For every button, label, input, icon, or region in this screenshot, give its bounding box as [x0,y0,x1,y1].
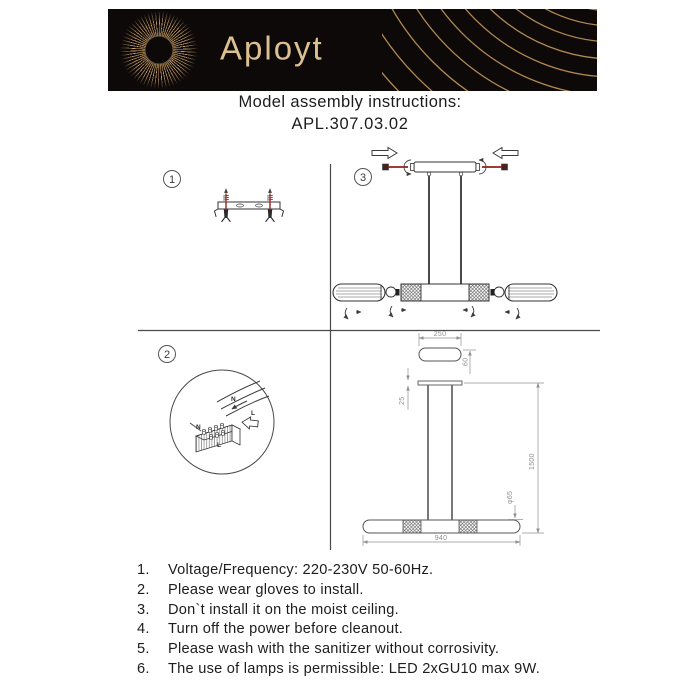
shade-left [333,284,385,301]
instructions-list [137,561,540,680]
svg-text:1: 1 [168,174,176,186]
instruction-text: Please wash with the sanitizer without corrosivity. [168,641,500,658]
instruction-number: 4. [137,621,150,638]
instruction-number: 2. [137,581,150,598]
direction-arrow-icon [241,416,258,430]
quadrant-dividers [138,164,600,550]
dimension-drawing [363,331,544,546]
svg-text:940: 940 [434,535,448,542]
svg-text:60: 60 [462,357,470,366]
bulb-icon [386,287,400,297]
brand-name: Aployt [220,29,324,67]
step-1-badge [164,171,181,188]
svg-text:250: 250 [433,331,447,338]
pendant-assembly-diagram [333,148,557,320]
svg-text:N: N [196,424,201,431]
instruction-text: Voltage/Frequency: 220-230V 50-60Hz. [168,562,434,578]
svg-text:L: L [217,442,221,449]
instruction-item [137,561,540,581]
push-right-arrow-icon [372,148,397,159]
instruction-number: 6. [137,660,150,677]
side-screw-icon [383,160,412,174]
rotate-arrow-icons [345,306,519,319]
svg-text:L: L [251,410,255,417]
svg-text:φ65: φ65 [507,490,514,504]
instruction-item [137,660,540,680]
instruction-number: 5. [137,641,150,658]
instruction-item [137,601,540,621]
instruction-item [137,620,540,640]
svg-text:1500: 1500 [529,453,536,470]
instruction-item [137,581,540,601]
side-screw-icon [479,160,508,174]
instruction-text: Turn off the power before cleanout. [168,621,404,638]
instruction-number: 3. [137,601,150,618]
shade-right [505,284,557,301]
instruction-number: 1. [137,562,150,578]
model-number: APL.307.03.02 [291,115,409,133]
svg-text:25: 25 [399,396,406,405]
push-left-arrow-icon [493,148,518,159]
wiring-detail-diagram [170,370,274,474]
instruction-text: Please wear gloves to install. [168,581,364,598]
svg-text:N: N [231,396,236,403]
instruction-item [137,640,540,660]
svg-text:2: 2 [163,349,171,361]
step-2-badge [159,346,176,363]
page-title: Model assembly instructions: [238,93,462,111]
instruction-text: Don`t install it on the moist ceiling. [168,601,399,618]
bracket-diagram [215,189,284,222]
svg-text:3: 3 [359,172,367,184]
bulb-icon [491,287,505,297]
instruction-text: The use of lamps is permissible: LED 2xGU10 max 9W. [168,660,541,677]
step-3-badge [355,169,372,186]
